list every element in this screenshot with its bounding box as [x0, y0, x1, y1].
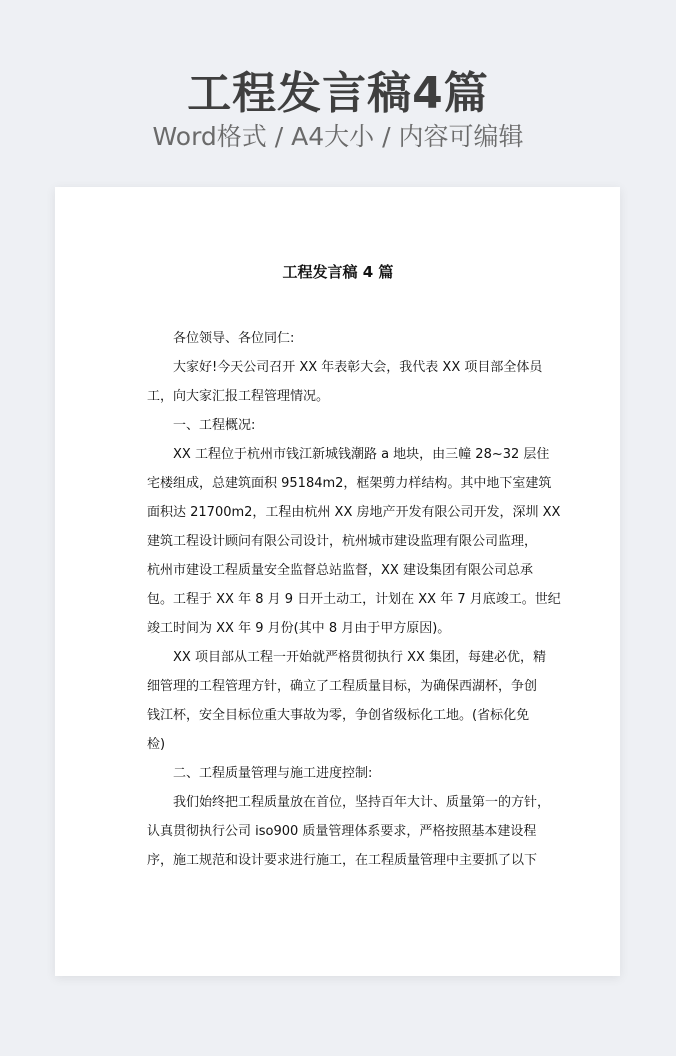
doc-line: 竣工时间为 XX 年 9 月份(其中 8 月由于甲方原因)。	[147, 621, 451, 636]
doc-line: 序，施工规范和设计要求进行施工，在工程质量管理中主要抓了以下	[147, 853, 538, 868]
doc-line: 大家好!今天公司召开 XX 年表彰大会，我代表 XX 项目部全体员	[173, 360, 543, 375]
doc-line: XX 项目部从工程一开始就严格贯彻执行 XX 集团，每建必优，精	[173, 650, 547, 665]
doc-line: 我们始终把工程质量放在首位，坚持百年大计、质量第一的方针，	[173, 795, 551, 810]
doc-section-heading: 二、工程质量管理与施工进度控制:	[173, 766, 373, 781]
document-page	[55, 187, 620, 976]
doc-line: 建筑工程设计顾问有限公司设计，杭州城市建设监理有限公司监理，	[147, 534, 538, 549]
doc-line: 工，向大家汇报工程管理情况。	[147, 389, 330, 404]
doc-line: XX 工程位于杭州市钱江新城钱潮路 a 地块，由三幢 28~32 层住	[173, 447, 550, 462]
document-content	[147, 261, 561, 875]
doc-line: 各位领导、各位同仁:	[173, 331, 295, 346]
page-title: 工程发言稿4篇	[187, 68, 489, 119]
doc-line: 认真贯彻执行公司 iso900 质量管理体系要求，严格按照基本建设程	[147, 824, 537, 839]
doc-line: 包。工程于 XX 年 8 月 9 日开土动工，计划在 XX 年 7 月底竣工。世纪	[147, 592, 561, 607]
promo-header	[0, 0, 676, 180]
doc-line: 钱江杯，安全目标位重大事故为零，争创省级标化工地。(省标化免	[147, 708, 530, 723]
doc-line: 检)	[147, 737, 166, 752]
document-title: 工程发言稿 4 篇	[282, 263, 394, 281]
doc-section-heading: 一、工程概况:	[173, 418, 256, 433]
page-subtitle: Word格式 / A4大小 / 内容可编辑	[152, 122, 524, 151]
doc-line: 细管理的工程管理方针，确立了工程质量目标，为确保西湖杯，争创	[147, 679, 538, 694]
doc-line: 杭州市建设工程质量安全监督总站监督，XX 建设集团有限公司总承	[147, 563, 533, 578]
doc-line: 面积达 21700m2，工程由杭州 XX 房地产开发有限公司开发，深圳 XX	[147, 505, 561, 520]
doc-line: 宅楼组成，总建筑面积 95184m2，框架剪力样结构。其中地下室建筑	[147, 476, 552, 491]
